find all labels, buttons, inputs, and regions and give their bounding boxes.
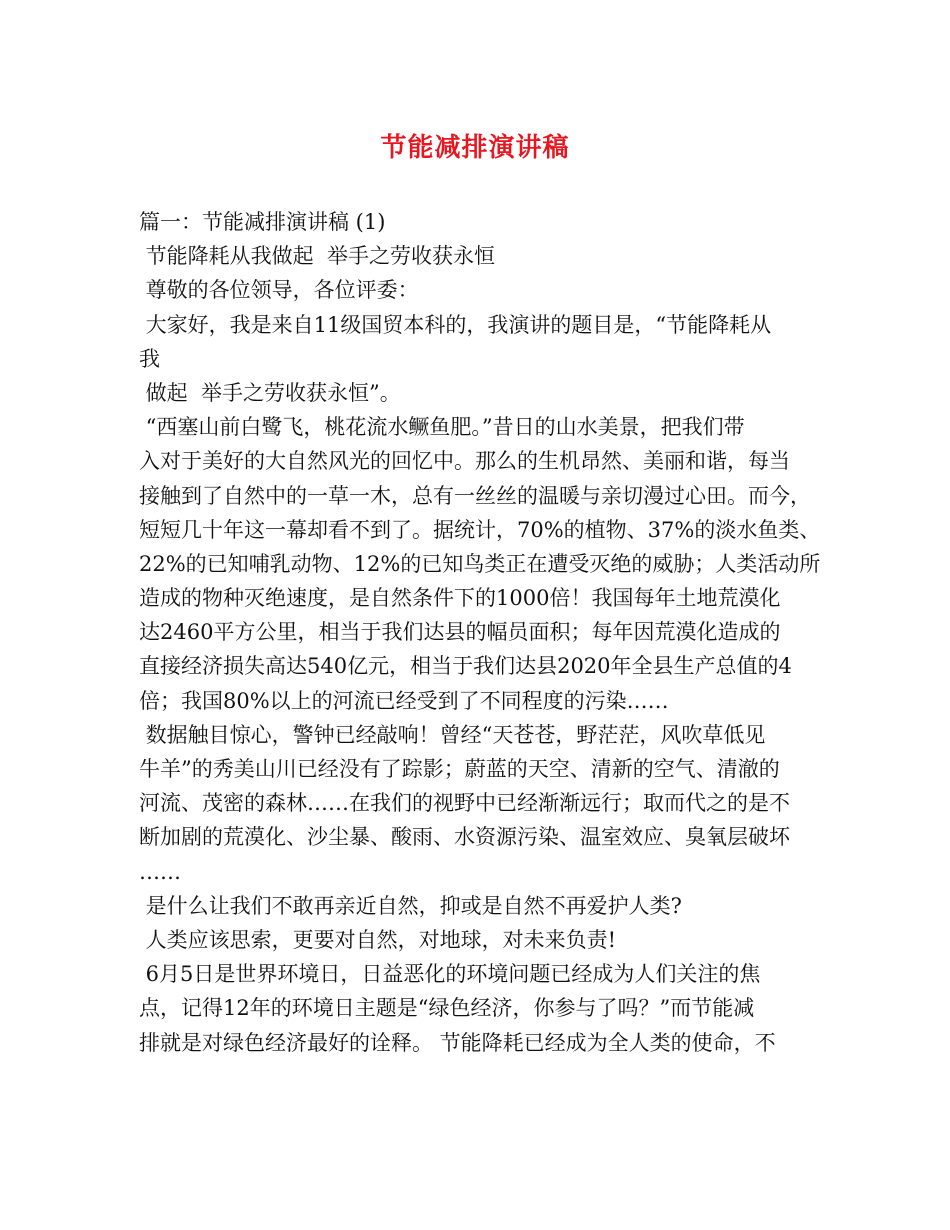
body-line: 接触到了自然中的一草一木，总有一丝丝的温暖与亲切漫过心田。而今， [139, 483, 811, 508]
body-line: 造成的物种灭绝速度，是自然条件下的1000倍！我国每年土地荒漠化 [139, 586, 781, 611]
body-line: 直接经济损失高达540亿元，相当于我们达县2020年全县生产总值的4 [139, 654, 792, 679]
body-line: “西塞山前白鹭飞，桃花流水鳜鱼肥。”昔日的山水美景，把我们带 [139, 415, 745, 440]
body-line: 达2460平方公里，相当于我们达县的幅员面积；每年因荒漠化造成的 [139, 620, 781, 645]
body-line: 大家好，我是来自11级国贸本科的，我演讲的题目是，“节能降耗从 [139, 312, 772, 337]
body-line: 是什么让我们不敢再亲近自然，抑或是自然不再爱护人类? [139, 893, 682, 918]
body-line: 我 [139, 346, 160, 371]
body-line: 22%的已知哺乳动物、12%的已知鸟类正在遭受灭绝的威胁；人类活动所 [139, 551, 821, 576]
body-line: 节能降耗从我做起 举手之劳收获永恒 [139, 244, 496, 269]
body-line: 篇一：节能减排演讲稿 (1) [139, 210, 386, 234]
document-body [139, 205, 829, 1060]
body-line: …… [139, 859, 181, 884]
body-line: 排就是对绿色经济最好的诠释。 节能降耗已经成为全人类的使命，不 [139, 1030, 776, 1055]
document-title: 节能减排演讲稿 [380, 133, 570, 163]
body-line: 倍；我国80%以上的河流已经受到了不同程度的污染…… [139, 688, 669, 713]
body-line: 入对于美好的大自然风光的回忆中。那么的生机昂然、美丽和谐，每当 [139, 449, 790, 474]
body-line: 尊敬的各位领导，各位评委： [139, 278, 419, 303]
body-line: 河流、茂密的森林……在我们的视野中已经渐渐远行；取而代之的是不 [139, 791, 790, 816]
body-line: 断加剧的荒漠化、沙尘暴、酸雨、水资源污染、温室效应、臭氧层破坏 [139, 825, 790, 850]
body-line: 6月5日是世界环境日，日益恶化的环境问题已经成为人们关注的焦 [139, 962, 761, 987]
body-line: 短短几十年这一幕却看不到了。据统计，70%的植物、37%的淡水鱼类、 [139, 517, 821, 542]
body-line: 牛羊”的秀美山川已经没有了踪影；蔚蓝的天空、清新的空气、清澈的 [139, 757, 780, 781]
body-line: 做起 举手之劳收获永恒”。 [139, 380, 401, 405]
body-line: 人类应该思索，更要对自然，对地球，对未来负责! [139, 927, 617, 952]
body-line: 点，记得12年的环境日主题是“绿色经济，你参与了吗？”而节能减 [139, 996, 755, 1021]
body-line: 数据触目惊心，警钟已经敲响！曾经“天苍苍，野茫茫，风吹草低见 [139, 722, 766, 747]
